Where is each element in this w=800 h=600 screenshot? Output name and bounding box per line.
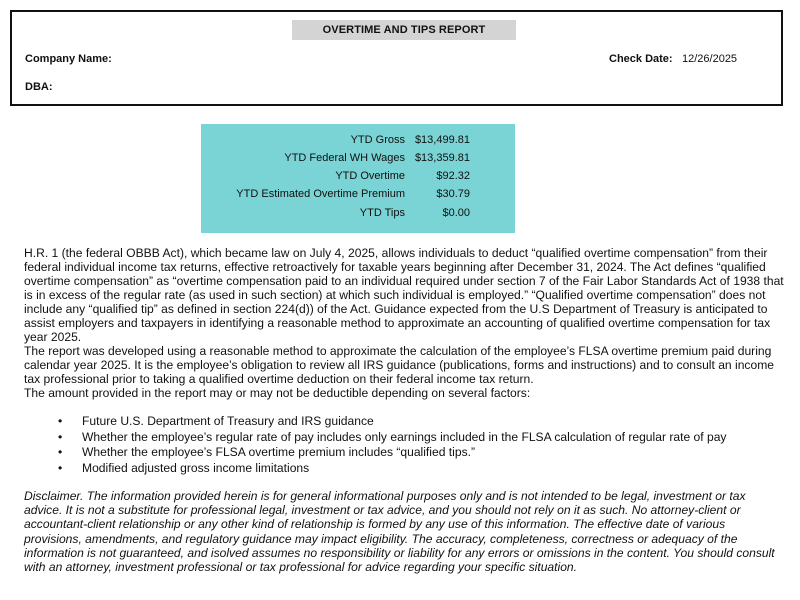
ytd-gross-value: $13,499.81 <box>414 134 470 146</box>
report-method-paragraph: The report was developed using a reasonable method to approximate the calculation of the employee’s FLSA overtime premium paid during calendar year 2025. It is the employee’s obligation to review all IRS guidance (publications, forms and instructions) and to consult an income tax professional prior to taking a qualified overtime deduction on their federal income tax return. <box>24 344 775 386</box>
ytd-overtime-label: YTD Overtime <box>335 170 405 182</box>
report-header <box>10 10 783 106</box>
list-item <box>58 414 778 430</box>
deductibility-factors-list <box>58 414 778 476</box>
ytd-tips-value: $0.00 <box>442 207 470 219</box>
report-title: OVERTIME AND TIPS REPORT <box>292 20 516 40</box>
company-name-label: Company Name: <box>25 53 112 65</box>
list-item <box>58 461 778 477</box>
factor-text: Whether the employee’s FLSA overtime premium includes “qualified tips.” <box>82 445 475 459</box>
factor-text: Future U.S. Department of Treasury and IRS guidance <box>82 414 374 428</box>
ytd-tips-label: YTD Tips <box>359 207 405 219</box>
ytd-summary-box <box>201 124 515 233</box>
ytd-overtime-value: $92.32 <box>436 170 470 182</box>
list-item <box>58 445 778 461</box>
ytd-row-estimated-overtime-premium <box>201 185 515 203</box>
dba-label: DBA: <box>25 81 53 93</box>
bullet-icon: • <box>58 414 63 428</box>
ytd-row-tips <box>201 204 515 222</box>
list-item <box>58 430 778 446</box>
check-date-value: 12/26/2025 <box>682 53 738 65</box>
obbb-act-paragraph: H.R. 1 (the federal OBBB Act), which became law on July 4, 2025, allows individuals to deduct “qualified overtime compensation” from their federal individual income tax returns, effective retroactively for taxable years beginning after December 31, 2024. The Act defines “qualified overtime compensation” as “overtime compensation paid to an individual required under section 7 of the Fair Labor Standards Act of 1938 that is in excess of the regular rate (as used in such section) at which such individual is employed.” “Qualified overtime compensation” does not include any “qualified tip” as defined in section 224(d)) of the Act. Guidance expected from the U.S Department of Treasury is anticipated to assist employers and taxpayers in identifying a reasonable method to approximate an accounting of qualified overtime compensation for tax year 2025. <box>24 246 784 344</box>
deductibility-paragraph: The amount provided in the report may or may not be deductible depending on several factors: <box>24 386 531 400</box>
ytd-row-federal-wh-wages <box>201 149 515 167</box>
bullet-icon: • <box>58 429 63 444</box>
check-date-label: Check Date: <box>609 53 673 65</box>
disclaimer-text: Disclaimer. The information provided herein is for general informational purposes only and is not intended to be legal, investment or tax advice. It is not a substitute for professional legal, investment or tax advice, and you should not rely on it as such. No attorney-client or accountant-client relationship or any other kind of relationship is formed by any use of this information. The effective date of various provisions, amendments, and regulatory guidance may impact eligibility. The accuracy, completeness, correctness or adequacy of the information is not guaranteed, and isolved assumes no responsibility or liability for any errors or omissions in the content. You should consult with an attorney, investment professional or tax professional for advice regarding your specific situation. <box>24 489 775 575</box>
ytd-federal-wh-wages-label: YTD Federal WH Wages <box>284 152 405 164</box>
ytd-estimated-overtime-premium-value: $30.79 <box>436 188 470 200</box>
ytd-gross-label: YTD Gross <box>350 134 405 146</box>
bullet-icon: • <box>58 460 63 475</box>
ytd-federal-wh-wages-value: $13,359.81 <box>414 152 470 164</box>
factor-text: Whether the employee’s regular rate of pay includes only earnings included in the FLSA calculation of regular rate of pay <box>82 429 727 444</box>
bullet-icon: • <box>58 445 63 459</box>
ytd-estimated-overtime-premium-label: YTD Estimated Overtime Premium <box>236 188 405 200</box>
ytd-row-overtime <box>201 167 515 185</box>
explanation-text <box>24 246 784 400</box>
ytd-row-gross <box>201 131 515 149</box>
factor-text: Modified adjusted gross income limitations <box>82 460 310 475</box>
